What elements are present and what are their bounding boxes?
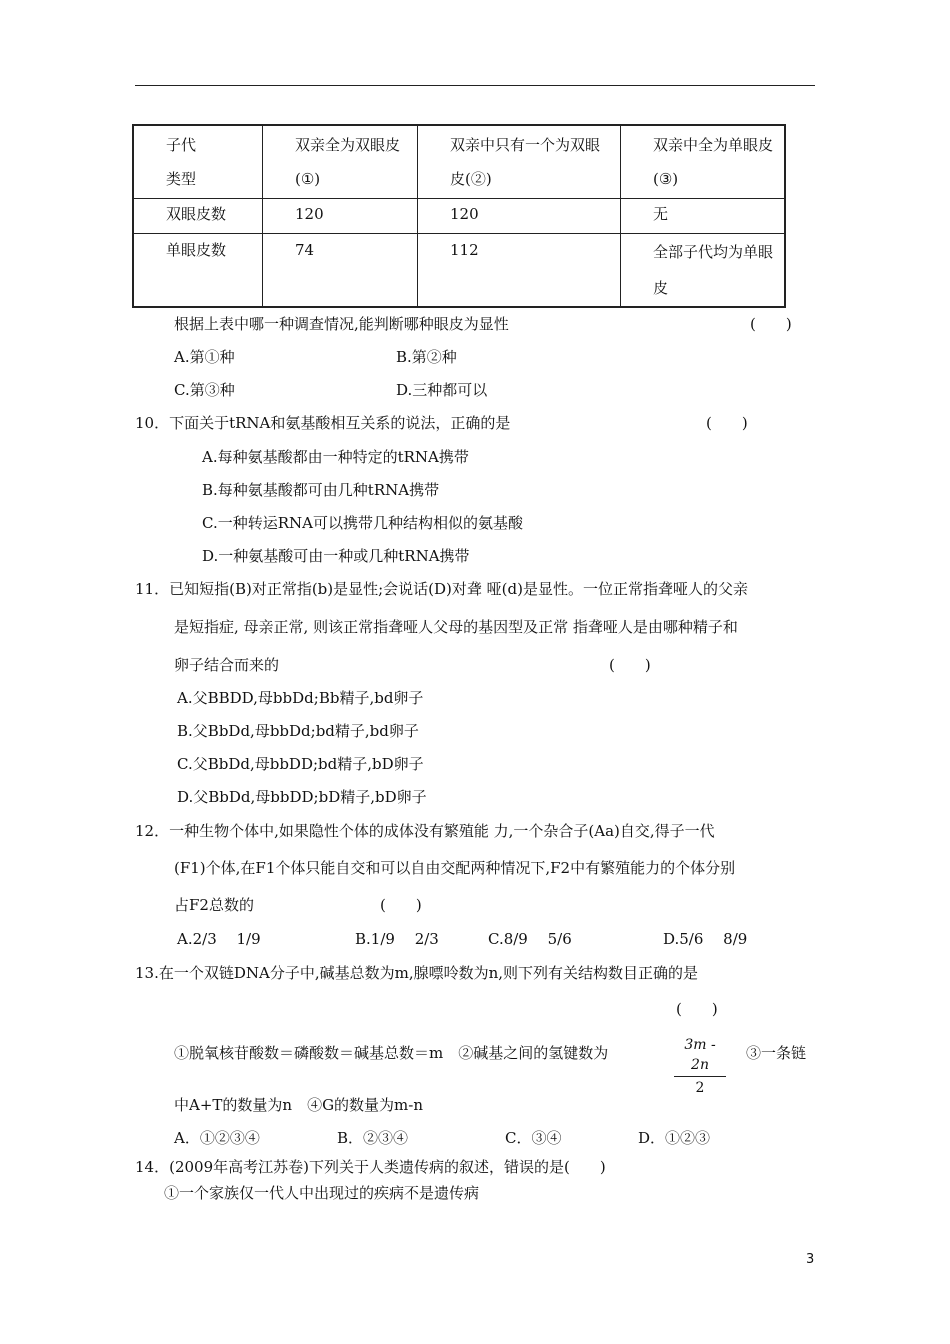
header-text: (③) — [653, 170, 679, 188]
option-b: B.1/9 2/3 — [355, 930, 439, 948]
page-number: 3 — [806, 1252, 815, 1267]
table-cell: 双眼皮数 — [133, 199, 263, 234]
answer-paren: ( ) — [706, 414, 748, 432]
fraction — [674, 1035, 726, 1098]
header-text: (①) — [295, 170, 321, 188]
question-stem: 10．下面关于tRNA和氨基酸相互关系的说法，正确的是 — [135, 414, 511, 432]
question-stem: 是短指症, 母亲正常, 则该正常指聋哑人父母的基因型及正常 指聋哑人是由哪种精子和 — [174, 618, 738, 636]
option-a: A.2/3 1/9 — [177, 930, 261, 948]
option-b: B.每种氨基酸都可由几种tRNA携带 — [202, 481, 440, 499]
option-c: C.8/9 5/6 — [488, 930, 572, 948]
option-a: A.父BBDD,母bbDd;Bb精子,bd卵子 — [177, 689, 424, 707]
cell-text: 全部子代均为单眼 — [653, 243, 774, 261]
header-text: 双亲中只有一个为双眼 — [450, 136, 601, 154]
table-cell — [621, 234, 786, 308]
question-stem: 11．已知短指(B)对正常指(b)是显性;会说话(D)对聋 哑(d)是显性。一位正常指聋哑人的父亲 — [135, 580, 748, 598]
question-stem: 卵子结合而来的 — [174, 656, 280, 674]
table-cell: 112 — [418, 234, 621, 308]
option-a: A.第①种 — [174, 348, 235, 366]
table-header-row — [133, 125, 785, 199]
option-b: B．②③④ — [337, 1129, 409, 1147]
table-row — [133, 199, 785, 234]
header-rule — [135, 85, 815, 86]
answer-paren: ( ) — [609, 656, 651, 674]
question-stem: 根据上表中哪一种调查情况,能判断哪种眼皮为显性 — [174, 315, 509, 333]
table-row — [133, 234, 785, 308]
question-stem: 14．(2009年高考江苏卷)下列关于人类遗传病的叙述，错误的是( ) — [135, 1158, 606, 1176]
answer-paren: ( ) — [676, 1000, 718, 1018]
table-cell: 74 — [263, 234, 418, 308]
question-stem: (F1)个体,在F1个体只能自交和可以自由交配两种情况下,F2中有繁殖能力的个体分别 — [174, 859, 736, 877]
option-c: C．③④ — [505, 1129, 562, 1147]
option-d: D.父BbDd,母bbDD;bD精子,bD卵子 — [177, 788, 427, 806]
table-header-cell — [263, 125, 418, 199]
option-d: D．①②③ — [638, 1129, 711, 1147]
fraction-denominator: 2 — [695, 1080, 705, 1096]
header-text: 双亲中全为单眼皮 — [653, 136, 774, 154]
table-cell: 120 — [263, 199, 418, 234]
table-header-cell — [133, 125, 263, 199]
option-b: B.第②种 — [396, 348, 457, 366]
header-text: 类型 — [166, 170, 197, 188]
table-header-cell — [418, 125, 621, 199]
option-c: C.父BbDd,母bbDD;bd精子,bD卵子 — [177, 755, 424, 773]
table-cell: 单眼皮数 — [133, 234, 263, 308]
fraction-numerator: 3m - 2n — [684, 1037, 716, 1073]
table-header-cell — [621, 125, 786, 199]
answer-paren: ( ) — [750, 315, 792, 333]
question-stem: 中A+T的数量为n ④G的数量为m-n — [174, 1096, 424, 1114]
question-stem: 占F2总数的 — [174, 896, 254, 914]
header-text: 子代 — [166, 136, 197, 154]
question-stem: ①脱氧核苷酸数＝磷酸数＝碱基总数＝m ②碱基之间的氢键数为 — [174, 1044, 609, 1062]
survey-table — [132, 124, 786, 308]
question-item: ①一个家族仅一代人中出现过的疾病不是遗传病 — [164, 1184, 480, 1202]
answer-paren: ( ) — [380, 896, 422, 914]
question-stem: 13.在一个双链DNA分子中,碱基总数为m,腺嘌呤数为n,则下列有关结构数目正确的是 — [135, 964, 699, 982]
option-a: A．①②③④ — [174, 1129, 260, 1147]
option-c: C.第③种 — [174, 381, 235, 399]
option-d: D.三种都可以 — [396, 381, 488, 399]
table-cell: 无 — [621, 199, 786, 234]
option-a: A.每种氨基酸都由一种特定的tRNA携带 — [202, 448, 469, 466]
option-d: D.5/6 8/9 — [663, 930, 748, 948]
option-b: B.父BbDd,母bbDd;bd精子,bd卵子 — [177, 722, 419, 740]
table-cell: 120 — [418, 199, 621, 234]
option-d: D.一种氨基酸可由一种或几种tRNA携带 — [202, 547, 470, 565]
header-text: 双亲全为双眼皮 — [295, 136, 401, 154]
question-stem: ③一条链 — [746, 1044, 807, 1062]
option-c: C.一种转运RNA可以携带几种结构相似的氨基酸 — [202, 514, 523, 532]
fraction-bar — [674, 1076, 726, 1077]
header-text: 皮(②) — [450, 170, 492, 188]
cell-text: 皮 — [653, 279, 669, 297]
question-stem: 12．一种生物个体中,如果隐性个体的成体没有繁殖能 力,一个杂合子(Aa)自交,得子一代 — [135, 822, 715, 840]
